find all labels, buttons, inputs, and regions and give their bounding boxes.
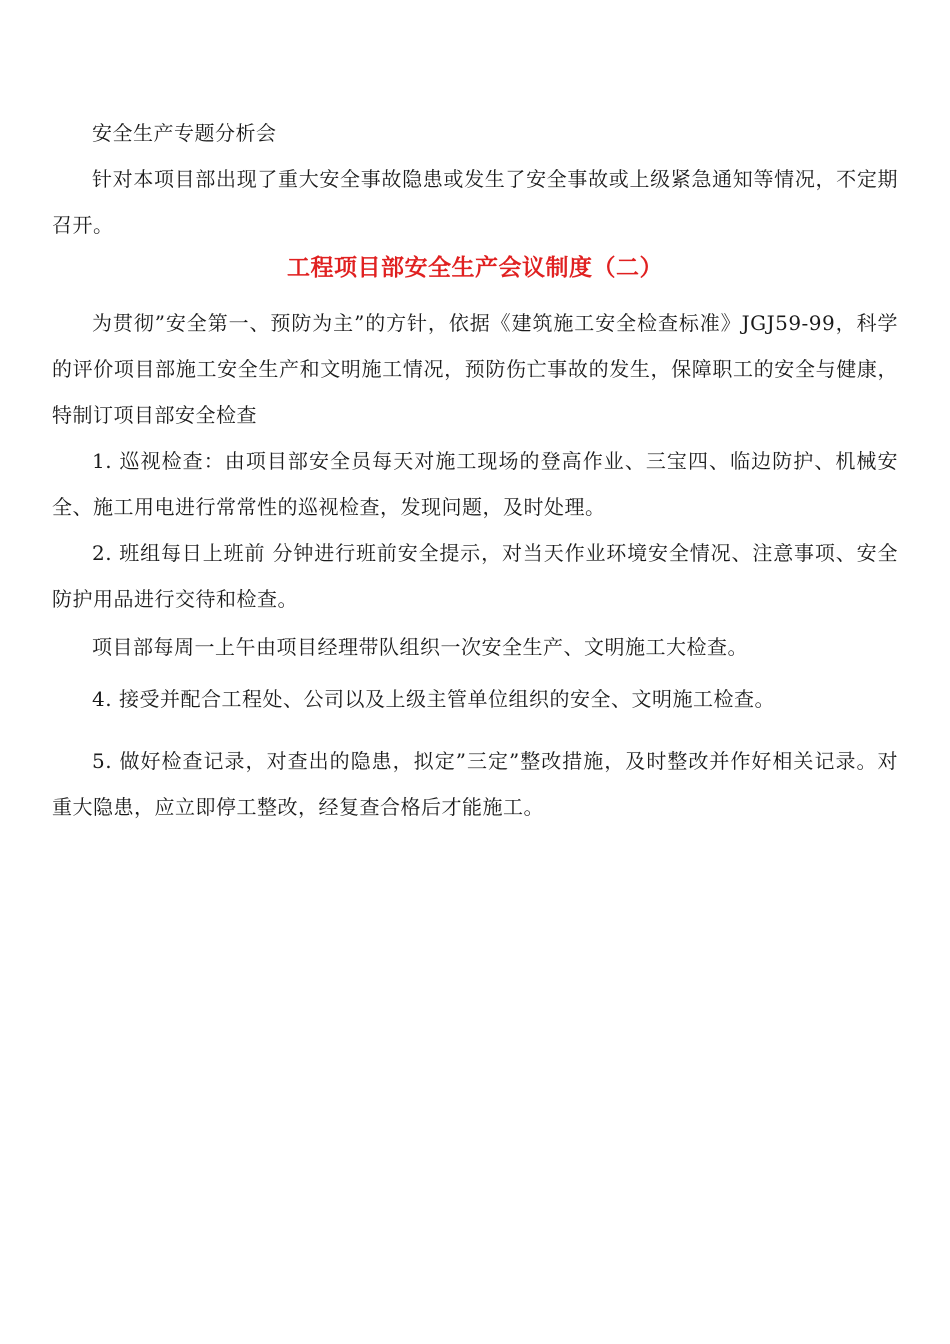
section-title: 工程项目部安全生产会议制度（二）: [287, 254, 663, 281]
paragraph-item-1: 1. 巡视检查：由项目部安全员每天对施工现场的登高作业、三宝四、临边防护、机械安全、施工用电进行常常性的巡视检查，发现问题，及时处理。: [52, 449, 898, 519]
paragraph-meeting-type: 安全生产专题分析会: [92, 121, 277, 145]
paragraph-item-4: 4. 接受并配合工程处、公司以及上级主管单位组织的安全、文明施工检查。: [92, 687, 775, 711]
paragraph-item-3: 项目部每周一上午由项目经理带队组织一次安全生产、文明施工大检查。: [92, 635, 748, 659]
paragraph-item-5: 5. 做好检查记录，对查出的隐患，拟定”三定”整改措施，及时整改并作好相关记录。对重大隐患，应立即停工整改，经复查合格后才能施工。: [52, 749, 898, 819]
paragraph-meeting-description: 针对本项目部出现了重大安全事故隐患或发生了安全事故或上级紧急通知等情况，不定期召开。: [52, 167, 898, 237]
paragraph-intro: 为贯彻”安全第一、预防为主”的方针，依据《建筑施工安全检查标准》JGJ59-99，科学的评价项目部施工安全生产和文明施工情况，预防伤亡事故的发生，保障职工的安全与健康，特制订项目部安全检查: [52, 311, 898, 427]
paragraph-item-2: 2. 班组每日上班前 分钟进行班前安全提示，对当天作业环境安全情况、注意事项、安全防护用品进行交待和检查。: [52, 541, 898, 611]
